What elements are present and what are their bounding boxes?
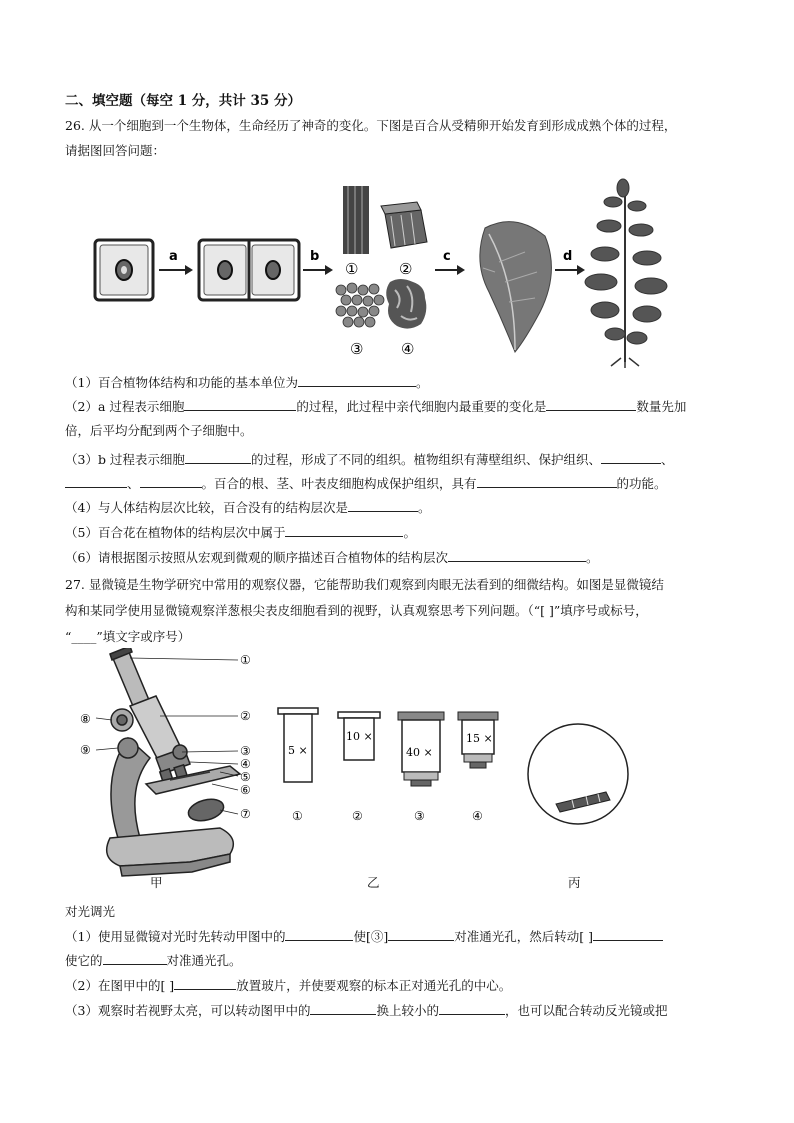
scope-label-5: ⑤	[240, 770, 251, 784]
arrow-label-c: c	[443, 249, 451, 264]
answer-blank[interactable]	[439, 1002, 505, 1015]
answer-blank[interactable]	[388, 928, 454, 941]
caption-bing: 丙	[568, 875, 581, 890]
lens-num-1: ①	[292, 809, 303, 823]
q27-subheading: 对光调光	[65, 904, 116, 919]
eyepiece-10x-mag: 10 ×	[346, 730, 373, 743]
tissue-label-2: ②	[399, 260, 413, 278]
lily-plant	[585, 179, 667, 368]
answer-blank[interactable]	[140, 475, 202, 488]
scope-label-4: ④	[240, 757, 251, 771]
tissue-4	[386, 279, 426, 329]
tissue-3	[336, 283, 384, 327]
lens-num-2: ②	[352, 809, 363, 823]
q26-item-2-cont: 倍，后平均分配到两个子细胞中。	[65, 423, 253, 438]
microscope-drawing	[107, 648, 240, 876]
objective-15x-mag: 15 ×	[466, 732, 493, 745]
q26-intro-line1: 26. 从一个细胞到一个生物体，生命经历了神奇的变化。下图是百合从受精卵开始发育到形成成熟个体的过程，	[65, 118, 677, 133]
leaf-organ	[480, 222, 552, 352]
scope-label-6: ⑥	[240, 783, 251, 797]
lily-development-figure	[85, 172, 675, 368]
lens-num-3: ③	[414, 809, 425, 823]
q26-item-5: （5）百合花在植物体的结构层次中属于 。	[65, 525, 416, 540]
answer-blank[interactable]	[310, 1002, 376, 1015]
scope-label-1: ①	[240, 653, 251, 667]
tissue-1	[343, 186, 369, 254]
lens-num-4: ④	[472, 809, 483, 823]
arrow-label-a: a	[169, 249, 178, 264]
scope-label-9: ⑨	[80, 743, 91, 757]
section-heading: 二、填空题（每空 1 分，共计 35 分）	[65, 93, 301, 109]
q27-intro-line1: 27. 显微镜是生物学研究中常用的观察仪器，它能帮助我们观察到肉眼无法看到的细微结构。如图是显微镜结	[65, 577, 664, 592]
answer-blank[interactable]	[601, 451, 661, 464]
tissue-label-4: ④	[401, 340, 415, 358]
answer-blank[interactable]	[103, 952, 167, 965]
answer-blank[interactable]	[298, 374, 416, 387]
eyepiece-5x	[278, 708, 318, 782]
objective-15x	[458, 712, 498, 768]
answer-blank[interactable]	[174, 977, 236, 990]
q27-item-1-cont: 使它的 对准通光孔。	[65, 953, 242, 968]
answer-blank[interactable]	[593, 928, 663, 941]
divided-cells	[199, 240, 299, 300]
answer-blank[interactable]	[546, 398, 636, 411]
q27-intro-line3: “____”填文字或序号）	[65, 629, 191, 644]
q26-item-3-cont: 、 。百合的根、茎、叶表皮细胞构成保护组织，具有 的功能。	[65, 475, 667, 493]
answer-blank[interactable]	[185, 451, 251, 464]
arrow-label-b: b	[310, 249, 320, 264]
q26-item-1: （1）百合植物体结构和功能的基本单位为 。	[65, 375, 429, 390]
q27-intro-line2: 构和某同学使用显微镜观察洋葱根尖表皮细胞看到的视野，认真观察思考下列问题。（“[ ]”填序号或标号，	[65, 603, 648, 618]
eyepiece-5x-mag: 5 ×	[288, 744, 308, 757]
q26-intro-line2: 请据图回答问题：	[65, 143, 166, 158]
answer-blank[interactable]	[65, 475, 127, 488]
q26-item-6: （6）请根据图示按照从宏观到微观的顺序描述百合植物体的结构层次 。	[65, 550, 599, 565]
microscope-figure	[70, 648, 270, 894]
caption-yi: 乙	[367, 875, 380, 890]
scope-label-2: ②	[240, 709, 251, 723]
objective-40x	[398, 712, 444, 786]
scope-label-7: ⑦	[240, 807, 251, 821]
fertilized-egg-cell	[95, 240, 153, 300]
q26-item-4: （4）与人体结构层次比较，百合没有的结构层次是 。	[65, 500, 431, 515]
answer-blank[interactable]	[477, 475, 617, 488]
answer-blank[interactable]	[285, 928, 353, 941]
answer-blank[interactable]	[448, 549, 586, 562]
q26-item-2: （2）a 过程表示细胞 的过程，此过程中亲代细胞内最重要的变化是 数量先加	[65, 399, 687, 414]
q27-item-3: （3）观察时若视野太亮，可以转动图甲中的 换上较小的 ，也可以配合转动反光镜或把	[65, 1003, 668, 1018]
arrow-label-d: d	[563, 249, 573, 264]
q27-item-2: （2）在图甲中的[ ] 放置玻片，并使要观察的标本正对通光孔的中心。	[65, 978, 512, 993]
objective-40x-mag: 40 ×	[406, 746, 433, 759]
eyepiece-10x	[338, 712, 380, 760]
answer-blank[interactable]	[285, 524, 403, 537]
scope-label-3: ③	[240, 744, 251, 758]
q27-item-1: （1）使用显微镜对光时先转动甲图中的 使[③] 对准通光孔，然后转动[ ]	[65, 928, 663, 946]
caption-jia: 甲	[150, 875, 163, 890]
scope-label-8: ⑧	[80, 712, 91, 726]
tissue-label-1: ①	[345, 260, 359, 278]
field-of-view-circle	[528, 724, 628, 824]
lenses-figure	[270, 700, 510, 830]
field-of-view-figure	[520, 716, 640, 836]
q26-item-3: （3）b 过程表示细胞 的过程，形成了不同的组织。植物组织有薄壁组织、保护组织、 、	[65, 452, 674, 467]
tissue-label-3: ③	[350, 340, 364, 358]
tissue-2	[381, 202, 427, 248]
answer-blank[interactable]	[184, 398, 296, 411]
answer-blank[interactable]	[348, 499, 418, 512]
